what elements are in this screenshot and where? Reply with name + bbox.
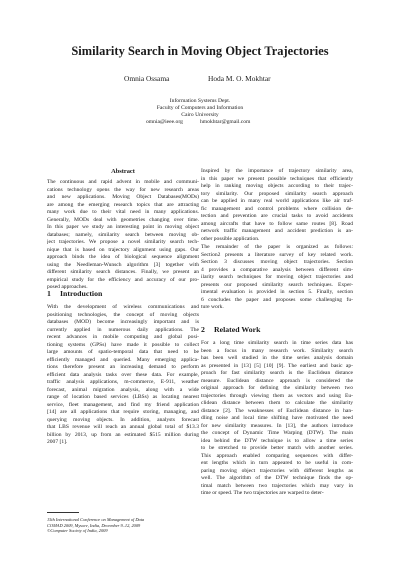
text-line: among aircrafts that have to follow same routes [8]. Road: [201, 220, 353, 227]
email-1: omnia@ieee.org: [146, 119, 183, 125]
abstract-heading: Abstract: [111, 168, 135, 175]
text-line: dling noise and local time shifting have motivated the need: [201, 415, 353, 421]
section-heading-related-work: [201, 325, 260, 334]
text-line: cations technology opens the way for new research areas: [47, 186, 199, 193]
text-line: The remainder of the paper is organized as follows:: [201, 244, 353, 250]
text-line: tions therefore present an increasing demand to perform: [47, 364, 199, 370]
text-line: In this paper we study an interesting point in moving object: [47, 224, 199, 230]
text-line: billion by 2013, up from an estimated $515 million during: [47, 431, 199, 438]
text-line: large amounts of spatio-temporal data that need to be: [47, 349, 199, 355]
text-line: With the development of wireless communications and: [47, 304, 199, 310]
text-line: original approach for defining the similarity between two: [201, 385, 353, 391]
affiliation-dept: Information Systems Dept.: [169, 98, 231, 104]
text-line: The continuous and rapid advent in mobile and communi-: [47, 179, 199, 185]
text-line: For a long time similarity search in time series data has: [201, 340, 353, 346]
text-line: ilarity search techniques for moving object trajectories and: [201, 274, 353, 280]
text-line: 6 concludes the paper and proposes some challenging fu-: [201, 296, 353, 303]
text-line: in this paper we present possible techniques that efficiently: [201, 175, 353, 182]
text-line: are among the emerging research topics that are attracting: [47, 201, 199, 208]
section-number: 2: [201, 325, 205, 334]
author-2: Hoda M. O. Mokhtar: [208, 74, 271, 83]
text-line: databases (MOD) become increasingly important and is: [47, 319, 199, 325]
text-line: ©Computer Society of India, 2009: [47, 528, 108, 534]
text-line: Generally, MODs deal with geometries changing over time.: [47, 216, 199, 223]
text-line: range of location based services (LBSs) as locating nearest: [47, 394, 199, 400]
text-line: currently applied in numerous daily applications. The: [47, 326, 199, 333]
section-title: Introduction: [60, 289, 103, 298]
text-line: ent lengths which in turn appeared to be useful in com-: [201, 460, 353, 466]
text-line: traffic analysis applications, m-commerce, E-911, weather: [47, 379, 199, 385]
section-heading-introduction: [47, 289, 102, 298]
text-line: querying moving objects. In addition, analysts forecast: [47, 416, 199, 423]
author-1: Omnia Ossama: [124, 74, 170, 83]
text-line: recent advances in mobile computing and global posi-: [47, 334, 199, 340]
text-line: tory similarity. Our proposed similarity search approach: [201, 190, 353, 197]
text-line: the concept of Dynamic Time Warping (DTW). The main: [201, 430, 353, 436]
text-line: paring moving object trajectories with different lengths as: [201, 467, 353, 474]
text-line: for new similarity measures. In [13], the authors introduce: [201, 422, 353, 429]
text-line: trajectories through viewing them as vectors and using Eu-: [201, 392, 353, 399]
affiliation-university: Cairo University: [181, 112, 219, 118]
text-line: tection and prevention are crucial tasks to avoid accidents: [201, 213, 353, 219]
text-line: as presented in [13] [5] [10] [9]. The earliest and basic ap-: [201, 362, 353, 369]
text-line: Inspired by the importance of trajectory similarity area,: [201, 168, 353, 174]
text-line: Section2 presents a literature survey of key related work.: [201, 251, 353, 258]
text-line: This approach enabled comparing sequences with differ-: [201, 452, 353, 459]
text-line: databases; namely, similarity search between moving ob-: [47, 231, 199, 238]
text-line: to be stretched to provide better match with another series.: [201, 445, 353, 451]
text-line: fic management and control problems where collision de-: [201, 205, 353, 212]
related-work-body: [201, 340, 353, 498]
text-line: network traffic management and accident prediction is an-: [201, 228, 353, 234]
text-line: service, fleet management, and find my friend application: [47, 401, 199, 408]
text-line: 15th International Conference on Management of Data: [47, 517, 145, 522]
text-line: posed approaches.: [47, 284, 88, 290]
text-line: ture work.: [201, 304, 224, 310]
text-line: forecast, animal migration analysis, along with a wide: [47, 386, 199, 393]
text-line: presents our proposed similarity search techniques. Exper-: [201, 281, 353, 288]
text-line: empirical study for the efficiency and accuracy of our pro-: [47, 276, 199, 283]
text-line: nique that is based on trajectory alignment using gaps. Our: [47, 246, 199, 253]
introduction-body: [47, 304, 199, 447]
text-line: different similarity search distances. Finally, we present an: [47, 269, 199, 275]
text-line: clidean distance between them to calculate the similarity: [201, 400, 353, 406]
text-line: ject trajectories. We propose a novel similarity search tech-: [47, 239, 199, 245]
introduction-continued-paragraph-1: [201, 168, 353, 243]
email-2: hmokhtar@gmail.com: [200, 119, 251, 125]
text-line: time or speed. The two trajectories are warped to deter-: [201, 490, 324, 496]
text-line: COMAD 2009, Mysore, India, December 9–12, 2009: [47, 522, 141, 528]
text-line: Section 3 discusses moving object trajectories. Section: [201, 259, 353, 265]
text-line: distance [2]. The weaknesses of Euclidean distance in han-: [201, 407, 353, 414]
text-line: proach for fast similarity search is the Euclidean distance: [201, 370, 353, 376]
text-line: many work due to their vital need in many applications.: [47, 209, 199, 215]
text-line: measure. Euclidean distance approach is considered the: [201, 377, 353, 384]
text-line: timal match between two trajectories which may vary in: [201, 482, 353, 489]
text-line: imental evaluation is provided in section 5. Finally, section: [201, 289, 353, 295]
paper-title: Similarity Search in Moving Object Trajectories: [71, 44, 329, 58]
text-line: and new applications. Moving Object Databases(MODs): [47, 194, 199, 200]
text-line: [14] are all applications that require storing, managing, and: [47, 409, 199, 415]
text-line: help in ranking moving objects according to their trajec-: [201, 183, 353, 189]
text-line: well. The algorithm of the DTW technique finds the op-: [201, 475, 353, 481]
text-line: idea behind the DTW technique is to allow a time series: [201, 437, 353, 444]
text-line: efficient data analysis tasks over these data. For example,: [47, 371, 199, 378]
abstract-body: [47, 179, 199, 292]
text-line: tioning systems (GPSs) have made it possible to collect: [47, 341, 199, 348]
conference-footnote: [47, 517, 144, 534]
text-line: that LBS revenue will reach an annual global total of $13.3: [47, 424, 199, 430]
text-line: other possible application.: [201, 235, 260, 242]
text-line: 2007 [1].: [47, 439, 68, 445]
text-line: has been well studied in the time series analysis domain: [201, 355, 353, 361]
section-title: Related Work: [214, 325, 261, 334]
text-line: positioning technologies, the concept of moving objects: [47, 311, 199, 318]
affiliation-faculty: Faculty of Computers and Information: [156, 105, 244, 111]
footnote-rule: [47, 512, 79, 513]
text-line: been a focus in many research work. Similarity search: [201, 347, 353, 354]
text-line: approach binds the idea of biological sequence alignment: [47, 254, 199, 260]
text-line: using the Needleman-Wunsch algorithm [3] together with: [47, 261, 199, 268]
section-number: 1: [47, 289, 51, 298]
text-line: efficiently managed and queried. Many emerging applica-: [47, 356, 199, 363]
introduction-continued-paragraph-2: [201, 244, 353, 312]
text-line: can be applied in many real world applications like air traf-: [201, 198, 353, 204]
text-line: 4 provides a comparative analysis between different sim-: [201, 266, 353, 273]
